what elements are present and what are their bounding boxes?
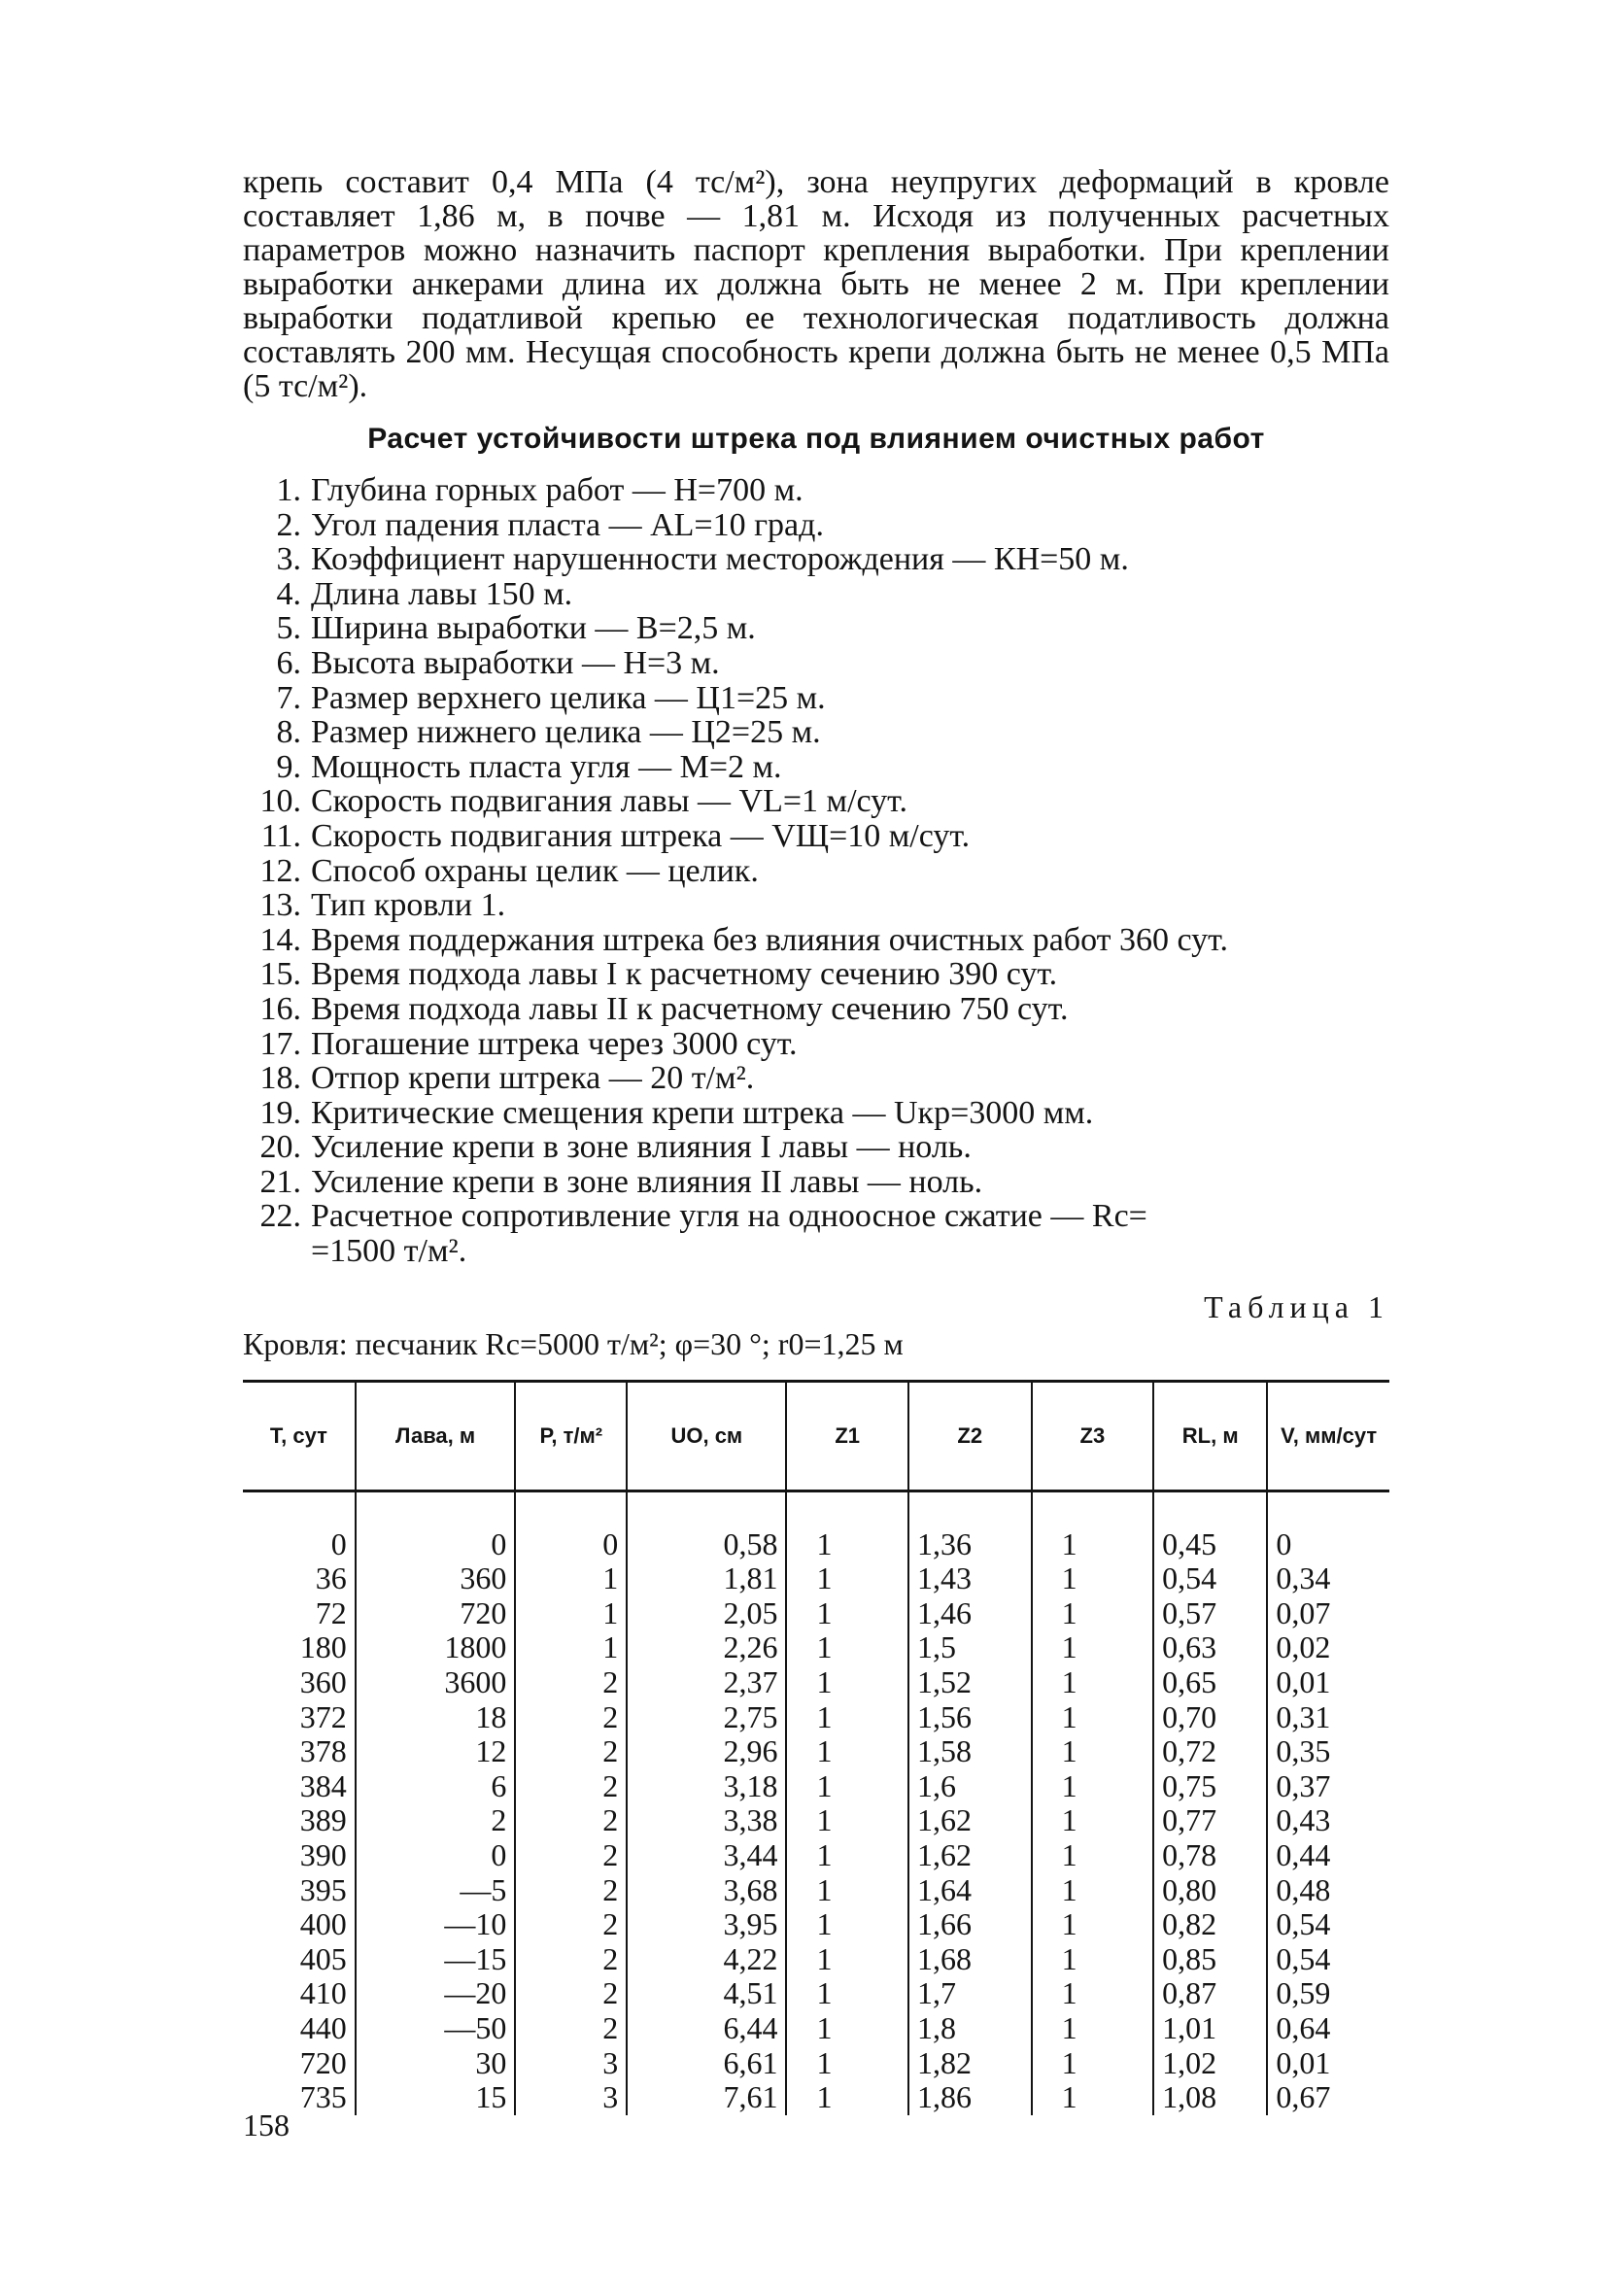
parameter-item [243,957,1389,992]
parameter-text: Тип кровли 1. [311,887,506,924]
table-cell: 0,77 [1153,1803,1267,1838]
table-cell: 3 [515,2080,627,2115]
parameter-text: Время поддержания штрека без влияния очистных работ 360 сут. [311,921,1228,958]
table-cell: 1 [1032,1561,1154,1596]
table-cell: 2,05 [627,1596,786,1631]
table-cell: 1,36 [908,1491,1032,1561]
parameter-item [243,1130,1389,1165]
parameter-text: =1500 т/м². [311,1233,467,1270]
table-cell: 2,26 [627,1630,786,1665]
table-cell: 1 [786,2046,908,2081]
table-cell: 1 [1032,2080,1154,2115]
table-cell: 1,58 [908,1734,1032,1769]
parameter-item [243,1027,1389,1062]
table-cell: 1 [1032,1838,1154,1873]
table-cell: 3,44 [627,1838,786,1873]
table-cell: 1,68 [908,1942,1032,1977]
table-row [243,2046,1389,2081]
table-cell: 12 [356,1734,516,1769]
table-cell: 1 [1032,1873,1154,1908]
table-cell: 1 [786,1803,908,1838]
table-cell: 1 [786,1907,908,1942]
table-row [243,1803,1389,1838]
table-cell: 0,34 [1267,1561,1389,1596]
table-cell: 1,5 [908,1630,1032,1665]
table-cell: 30 [356,2046,516,2081]
parameter-number: 6. [276,644,301,681]
table-cell: 405 [299,1940,347,1976]
table-cell: 1,86 [908,2080,1032,2115]
table-row [243,2080,1389,2115]
parameter-number: 3. [276,541,301,578]
table-cell: 1 [515,1630,627,1665]
column-header: Z3 [1032,1381,1154,1491]
table-row [243,1630,1389,1665]
table-cell: 1,81 [627,1561,786,1596]
table-row [243,1665,1389,1700]
table-cell: 1,8 [908,2011,1032,2046]
table-cell: 3 [515,2046,627,2081]
parameter-text: Усиление крепи в зоне влияния I лавы — ноль. [311,1129,972,1166]
table-cell: 0,78 [1153,1838,1267,1873]
table-cell: 1,08 [1153,2080,1267,2115]
parameter-text: Способ охраны целик — целик. [311,852,759,889]
parameter-text: Длина лавы 150 м. [311,575,573,612]
table-cell: 1,01 [1153,2011,1267,2046]
table-cell: 0,85 [1153,1942,1267,1977]
parameter-item [243,888,1389,923]
parameter-text: Критические смещения крепи штрека — Uкр=3000 мм. [311,1094,1094,1131]
parameter-text: Мощность пласта угля — M=2 м. [311,748,782,785]
table-cell: 1 [1032,1700,1154,1735]
parameter-text: Скорость подвигания лавы — VL=1 м/сут. [311,783,907,820]
table-cell: 6,61 [627,2046,786,2081]
table-cell: 0,75 [1153,1769,1267,1804]
table-cell: 180 [299,1629,347,1665]
table-cell: 1800 [356,1630,516,1665]
parameter-number: 5. [276,610,301,647]
parameter-number: 22. [259,1198,301,1235]
table-cell: 2 [515,1769,627,1804]
table-cell: 2,96 [627,1734,786,1769]
table-cell: 2 [515,1976,627,2011]
column-header: P, т/м² [515,1381,627,1491]
table-cell: 378 [299,1733,347,1769]
parameter-text: Ширина выработки — B=2,5 м. [311,610,756,647]
table-cell: 0,48 [1267,1873,1389,1908]
table-cell: 1 [786,1561,908,1596]
table-cell: 1 [786,1976,908,2011]
table-cell: 1 [786,1838,908,1873]
column-header: Z2 [908,1381,1032,1491]
table-cell: 1,46 [908,1596,1032,1631]
table-cell: 400 [299,1906,347,1942]
parameter-number: 12. [259,852,301,889]
table-cell: —5 [356,1873,516,1908]
table-cell: 0,57 [1153,1596,1267,1631]
parameter-number: 8. [276,714,301,751]
table-cell: —50 [356,2011,516,2046]
table-row [243,1734,1389,1769]
results-table [243,1380,1389,2115]
table-row [243,1769,1389,1804]
table-cell: 6 [356,1769,516,1804]
parameter-number: 16. [259,990,301,1027]
table-cell: —10 [356,1907,516,1942]
table-cell: 1 [1032,1491,1154,1561]
table-cell: 1,62 [908,1838,1032,1873]
parameter-text: Угол падения пласта — AL=10 град. [311,506,824,543]
table-row [243,1976,1389,2011]
table-cell: 1 [786,1873,908,1908]
table-cell: 2 [515,1873,627,1908]
table-cell: 0,87 [1153,1976,1267,2011]
parameters-list [243,473,1389,1269]
table-cell: 389 [299,1802,347,1838]
table-cell: 1,66 [908,1907,1032,1942]
parameter-item [243,508,1389,543]
parameter-text: Погашение штрека через 3000 сут. [311,1025,798,1062]
table-cell: 0,02 [1267,1630,1389,1665]
parameter-item [243,473,1389,508]
table-cell: 440 [299,2009,347,2045]
column-header: Z1 [786,1381,908,1491]
table-cell: 1,6 [908,1769,1032,1804]
table-cell: 720 [299,2044,347,2080]
table-cell: 0,54 [1267,1942,1389,1977]
parameter-item [243,1096,1389,1131]
table-cell: 0,43 [1267,1803,1389,1838]
parameter-item [243,750,1389,785]
table-cell: 15 [356,2080,516,2115]
table-cell: 7,61 [627,2080,786,2115]
table-header-row [243,1381,1389,1491]
table-row [243,1838,1389,1873]
table-cell: 1 [1032,2011,1154,2046]
table-cell: 390 [299,1837,347,1872]
table-cell: —20 [356,1976,516,2011]
table-cell: 0 [1267,1491,1389,1561]
table-subcaption: Кровля: песчаник Rc=5000 т/м²; φ=30 °; r0=1,25 м [243,1325,904,1361]
parameter-item [243,681,1389,716]
table-cell: 720 [356,1596,516,1631]
table-cell: 2,75 [627,1700,786,1735]
table-cell: 2 [515,1942,627,1977]
parameter-number: 18. [259,1060,301,1097]
parameter-item [243,715,1389,750]
table-cell: 0,45 [1153,1491,1267,1561]
table-cell: 735 [299,2079,347,2115]
table-cell: 1 [1032,1734,1154,1769]
table-cell: 0,35 [1267,1734,1389,1769]
table-cell: 2 [356,1803,516,1838]
table-cell: 0,44 [1267,1838,1389,1873]
table-cell: 0,65 [1153,1665,1267,1700]
parameter-item [243,784,1389,819]
table-row [243,1942,1389,1977]
parameter-number: 11. [260,817,301,854]
table-cell: 1 [1032,1803,1154,1838]
table-row [243,1561,1389,1596]
table-cell: 1 [515,1561,627,1596]
table-cell: 1 [786,1700,908,1735]
table-cell: 1,64 [908,1873,1032,1908]
parameter-text: Высота выработки — H=3 м. [311,644,720,681]
table-row [243,1873,1389,1908]
parameter-number: 2. [276,506,301,543]
table-cell: 0 [356,1491,516,1561]
table-cell: 1 [515,1596,627,1631]
table-cell: 1,02 [1153,2046,1267,2081]
table-cell: 1 [786,1491,908,1561]
parameter-item [243,542,1389,577]
table-cell: 1 [786,2080,908,2115]
table-cell: 1 [1032,1976,1154,2011]
parameter-number: 15. [259,956,301,993]
parameter-item [243,1199,1389,1234]
table-row [243,1596,1389,1631]
table-cell: 0 [515,1491,627,1561]
table-cell: 360 [356,1561,516,1596]
parameter-number [243,1234,311,1269]
table-cell: 36 [315,1560,347,1596]
parameter-item [243,1061,1389,1096]
table-cell: 372 [299,1698,347,1734]
table-cell: 72 [315,1594,347,1630]
parameter-item [243,923,1389,958]
parameter-item [243,1165,1389,1200]
table-cell: 1 [1032,1907,1154,1942]
table-cell: 0,54 [1153,1561,1267,1596]
table-cell: 2 [515,2011,627,2046]
table-cell: 0,82 [1153,1907,1267,1942]
parameter-text: Время подхода лавы I к расчетному сечению 390 сут. [311,956,1058,993]
column-header: V, мм/сут [1267,1381,1389,1491]
parameter-number: 20. [259,1129,301,1166]
table-cell: 2 [515,1734,627,1769]
table-cell: 0,37 [1267,1769,1389,1804]
column-header: Лава, м [356,1381,516,1491]
parameter-text: Коэффициент нарушенности месторождения — КН=50 м. [311,541,1129,578]
parameter-text: Время подхода лавы II к расчетному сечению 750 сут. [311,990,1069,1027]
intro-paragraph: крепь составит 0,4 МПа (4 тс/м²), зона неупругих деформаций в кровле составляет 1,86 м, в почве — 1,81 м. Исходя из полученных расчетных параметров можно назначить паспорт крепления выработки. При креплении выработки анкерами длина их должна быть не менее 2 м. При креплении выработки податливой крепью ее технологическая податливость должна составлять 200 мм. Несущая способность крепи должна быть не менее 0,5 МПа (5 тс/м²). [243,164,1389,404]
table-row [243,1700,1389,1735]
table-cell: 395 [299,1871,347,1907]
parameter-item [243,646,1389,681]
table-cell: 3,38 [627,1803,786,1838]
table-cell: 4,51 [627,1976,786,2011]
table-row [243,2011,1389,2046]
table-cell: 2,37 [627,1665,786,1700]
table-cell: 0,64 [1267,2011,1389,2046]
parameter-item [243,1234,1389,1269]
table-cell: 0,58 [627,1491,786,1561]
table-cell: 4,22 [627,1942,786,1977]
parameter-number: 14. [259,921,301,958]
parameter-number: 19. [259,1094,301,1131]
parameter-text: Глубина горных работ — H=700 м. [311,472,804,508]
table-cell: 1 [1032,1942,1154,1977]
parameter-text: Скорость подвигания штрека — VЩ=10 м/сут. [311,817,971,854]
table-cell: 2 [515,1803,627,1838]
section-heading: Расчет устойчивости штрека под влиянием очистных работ [367,423,1265,455]
parameter-text: Размер нижнего целика — Ц2=25 м. [311,714,821,751]
parameter-text: Отпор крепи штрека — 20 т/м². [311,1060,755,1097]
page-number: 158 [243,2108,290,2142]
table-cell: 0,59 [1267,1976,1389,2011]
table-cell: 0,72 [1153,1734,1267,1769]
table-cell: 1 [1032,1665,1154,1700]
parameter-item [243,819,1389,854]
table-row [243,1907,1389,1942]
parameter-text: Усиление крепи в зоне влияния II лавы — ноль. [311,1163,983,1200]
table-cell: 1,7 [908,1976,1032,2011]
table-cell: 1 [1032,2046,1154,2081]
table-cell: 0 [330,1525,347,1561]
parameter-text: Расчетное сопротивление угля на одноосное сжатие — Rc= [311,1198,1147,1235]
table-cell: 3,68 [627,1873,786,1908]
table-cell: 1 [786,1630,908,1665]
table-cell: 0,80 [1153,1873,1267,1908]
parameter-number: 10. [259,783,301,820]
parameter-item [243,577,1389,612]
table-cell: 360 [299,1664,347,1700]
column-header: Т, сут [243,1381,356,1491]
table-cell: 1 [786,1596,908,1631]
table-cell: 1,56 [908,1700,1032,1735]
table-row [243,1491,1389,1561]
table-cell: 1 [786,1769,908,1804]
parameter-number: 4. [276,575,301,612]
parameter-number: 21. [259,1163,301,1200]
table-cell: 2 [515,1907,627,1942]
table-cell: 0,67 [1267,2080,1389,2115]
table-cell: 1,52 [908,1665,1032,1700]
table-cell: 1 [786,2011,908,2046]
table-cell: 0,54 [1267,1907,1389,1942]
parameter-number: 17. [259,1025,301,1062]
table-cell: 0,70 [1153,1700,1267,1735]
table-cell: 0,63 [1153,1630,1267,1665]
table-cell: 18 [356,1700,516,1735]
parameter-number: 1. [276,472,301,508]
table-cell: 1 [1032,1596,1154,1631]
table-cell: 410 [299,1975,347,2011]
table-cell: 6,44 [627,2011,786,2046]
parameter-number: 13. [259,887,301,924]
table-cell: —15 [356,1942,516,1977]
table-body [243,1491,1389,2115]
table-cell: 0,31 [1267,1700,1389,1735]
table-cell: 3,95 [627,1907,786,1942]
table-caption: Таблица 1 [1204,1288,1389,1324]
table-cell: 1 [1032,1769,1154,1804]
table-cell: 2 [515,1838,627,1873]
parameter-text: Размер верхнего целика — Ц1=25 м. [311,679,826,716]
table-cell: 0,01 [1267,2046,1389,2081]
table-cell: 2 [515,1665,627,1700]
column-header: RL, м [1153,1381,1267,1491]
table-cell: 1 [786,1665,908,1700]
table-cell: 2 [515,1700,627,1735]
page-content [243,165,1389,2115]
column-header: UO, см [627,1381,786,1491]
parameter-item [243,611,1389,646]
table-cell: 3,18 [627,1769,786,1804]
parameter-item [243,992,1389,1027]
table-cell: 0,01 [1267,1665,1389,1700]
table-cell: 384 [299,1767,347,1803]
table-cell: 3600 [356,1665,516,1700]
table-cell: 1,62 [908,1803,1032,1838]
table-cell: 1 [786,1942,908,1977]
table-cell: 1,82 [908,2046,1032,2081]
parameter-item [243,854,1389,889]
table-cell: 0,07 [1267,1596,1389,1631]
table-cell: 1 [1032,1630,1154,1665]
parameter-number: 9. [276,748,301,785]
table-cell: 0 [356,1838,516,1873]
parameter-number: 7. [276,679,301,716]
table-cell: 1 [786,1734,908,1769]
table-cell: 1,43 [908,1561,1032,1596]
